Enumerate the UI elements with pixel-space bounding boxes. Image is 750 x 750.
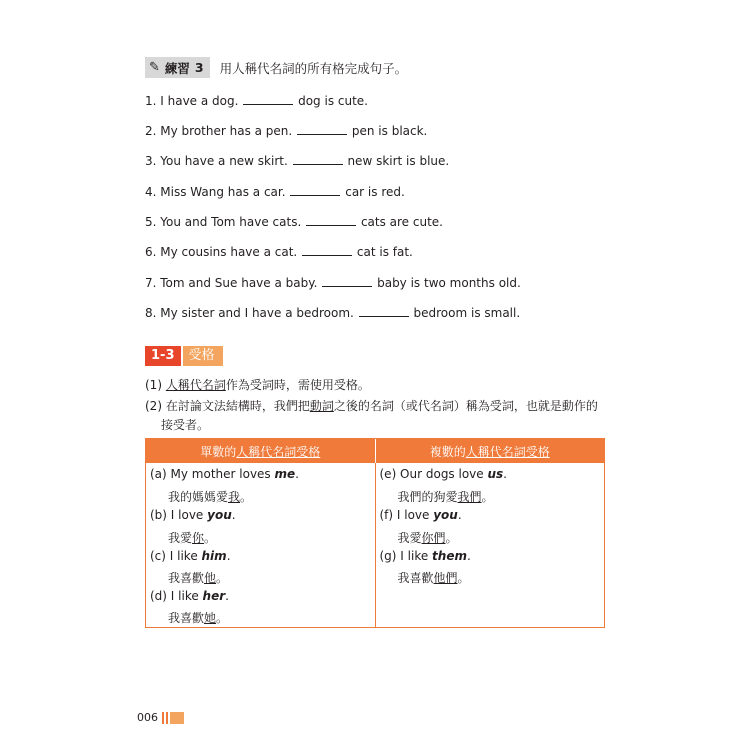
- example-en: (a) My mother loves me.: [150, 467, 299, 481]
- answer-blank[interactable]: [290, 184, 340, 196]
- page-decoration-icon: [162, 712, 184, 724]
- table-body: [146, 463, 604, 627]
- plural-column: [376, 463, 605, 627]
- example-zh: 我愛你們。: [397, 531, 458, 545]
- exercise-item-1: 1. I have a dog. dog is cute.: [145, 94, 368, 108]
- exercise-item-8: 8. My sister and I have a bedroom. bedroom is small.: [145, 306, 521, 320]
- exercise-header: [145, 57, 407, 78]
- example-en: (g) I like them.: [379, 549, 471, 563]
- objective-pronoun-table: [145, 438, 605, 628]
- example-zh: 我愛你。: [168, 531, 217, 545]
- note-1: (1) 人稱代名詞作為受詞時，需使用受格。: [145, 378, 370, 392]
- note-2: (2) 在討論文法結構時，我們把動詞之後的名詞（或代名詞）稱為受詞，也就是動作的: [145, 399, 598, 413]
- header-singular: 單數的 人稱代名詞受格: [146, 439, 376, 463]
- example-zh: 我喜歡她。: [168, 611, 229, 625]
- exercise-label: 練習: [164, 60, 190, 76]
- exercise-item-5: 5. You and Tom have cats. cats are cute.: [145, 215, 443, 229]
- singular-column: [146, 463, 376, 627]
- exercise-item-7: 7. Tom and Sue have a baby. baby is two months old.: [145, 276, 521, 290]
- exercise-item-6: 6. My cousins have a cat. cat is fat.: [145, 245, 413, 259]
- exercise-instruction: 用人稱代名詞的所有格完成句子。: [219, 60, 408, 76]
- answer-blank[interactable]: [243, 93, 293, 105]
- exercise-number: 3: [194, 60, 204, 75]
- section-header: [145, 346, 223, 366]
- example-zh: 我的媽媽愛我。: [168, 490, 253, 504]
- answer-blank[interactable]: [359, 305, 409, 317]
- note-2-continued: 接受者。: [161, 418, 210, 432]
- answer-blank[interactable]: [322, 275, 372, 287]
- header-plural: 複數的 人稱代名詞受格: [429, 444, 550, 459]
- example-zh: 我喜歡他。: [168, 571, 229, 585]
- example-en: (f) I love you.: [379, 508, 462, 522]
- answer-blank[interactable]: [306, 214, 356, 226]
- answer-blank[interactable]: [302, 244, 352, 256]
- example-zh: 我喜歡他們。: [397, 571, 470, 585]
- table-header: [146, 439, 604, 463]
- page-footer: [137, 711, 184, 724]
- example-en: (b) I love you.: [150, 508, 236, 522]
- answer-blank[interactable]: [293, 153, 343, 165]
- section-title: 受格: [181, 346, 223, 366]
- page-number: 006: [137, 711, 158, 724]
- answer-blank[interactable]: [297, 123, 347, 135]
- section-number: 1-3: [145, 346, 181, 366]
- example-en: (d) I like her.: [150, 589, 229, 603]
- exercise-item-2: 2. My brother has a pen. pen is black.: [145, 124, 428, 138]
- example-zh: 我們的狗愛我們。: [397, 490, 494, 504]
- pencil-icon: ✎: [149, 60, 160, 75]
- example-en: (e) Our dogs love us.: [379, 467, 507, 481]
- exercise-label-box: [145, 57, 210, 78]
- exercise-item-3: 3. You have a new skirt. new skirt is blue.: [145, 154, 450, 168]
- exercise-item-4: 4. Miss Wang has a car. car is red.: [145, 185, 405, 199]
- example-en: (c) I like him.: [150, 549, 231, 563]
